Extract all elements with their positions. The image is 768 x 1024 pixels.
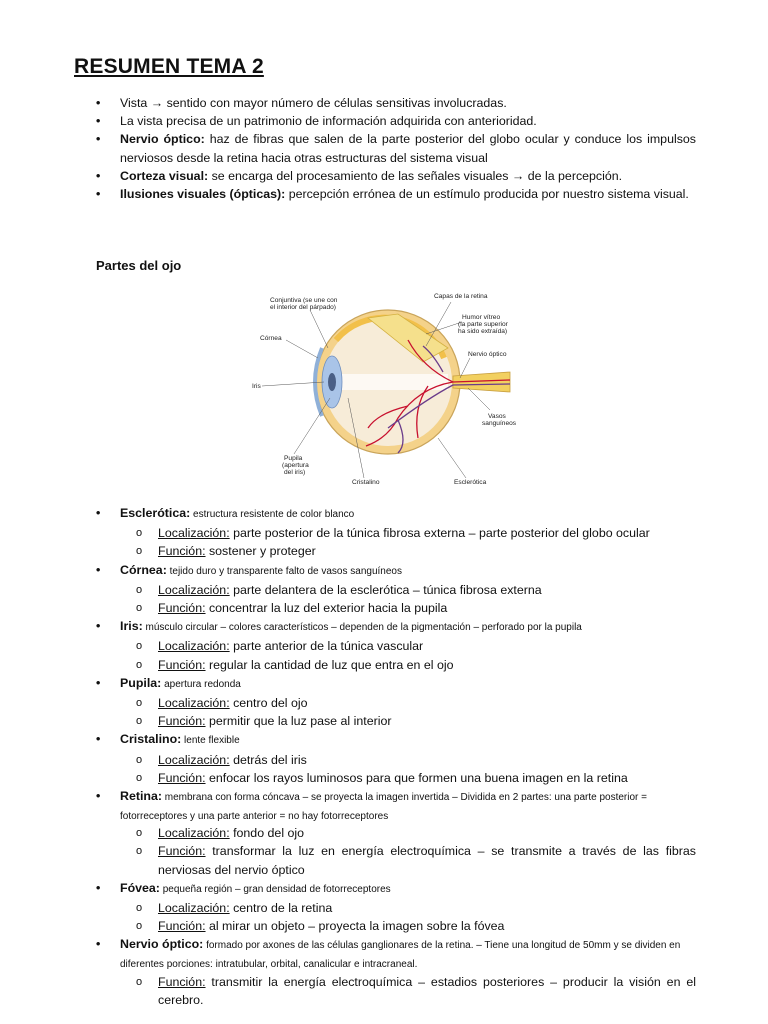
label-cristalino: Cristalino <box>352 479 380 486</box>
label-humor-vitreo: Humor vítreo <box>462 314 501 321</box>
intro-item: • Corteza visual: se encarga del procesamiento de las señales visuales → de la percepción. <box>96 168 623 183</box>
part-nervio-optico: • Nervio óptico: formado por axones de las células ganglionares de la retina. – Tiene una longitud de 50mm y se dividen en diferentes porciones: intratubular, orbital, canalicular e intracraneal. o Función: transmitir la energía electroquímica – estadios posteriores – producir la visión en el cerebro. <box>96 935 696 1009</box>
part-funcion: o Función: transformar la luz en energía electroquímica – se transmite a través de las fibras nerviosas del nervio óptico <box>136 844 696 877</box>
part-localizacion: o Localización: parte posterior de la túnica fibrosa externa – parte posterior del globo ocular <box>136 526 650 541</box>
label-cornea: Córnea <box>260 335 282 342</box>
part-localizacion: o Localización: detrás del iris <box>136 752 307 767</box>
label-conjuntiva: Conjuntiva (se une con <box>270 297 338 304</box>
part-localizacion: o Localización: parte anterior de la túnica vascular <box>136 639 424 654</box>
part-funcion: o Función: regular la cantidad de luz que entra en el ojo <box>136 657 454 672</box>
part-localizacion: o Localización: parte delantera de la esclerótica – túnica fibrosa externa <box>136 582 542 597</box>
part-localizacion: o Localización: centro de la retina <box>136 901 333 916</box>
label-pupila-3: del iris) <box>284 469 306 476</box>
part-funcion: o Función: enfocar los rayos luminosos para que formen una buena imagen en la retina <box>136 770 628 785</box>
part-iris: • Iris: músculo circular – colores característicos – dependen de la pigmentación – perforado por la pupila o Localización: parte anterior de la túnica vascular o Función: regular la cantidad de luz que entra en el ojo <box>96 617 696 674</box>
label-pupila: Pupila <box>284 455 303 462</box>
part-funcion: o Función: sostener y proteger <box>136 544 316 559</box>
part-cornea: • Córnea: tejido duro y transparente falto de vasos sanguíneos o Localización: parte delantera de la esclerótica – túnica fibrosa externa o Función: concentrar la luz del exterior hacia la pupila <box>96 561 696 618</box>
intro-list <box>96 94 696 203</box>
part-funcion: o Función: transmitir la energía electroquímica – estadios posteriores – producir la visión en el cerebro. <box>136 974 696 1007</box>
label-nervio-optico: Nervio óptico <box>468 351 507 358</box>
part-esclerotica: • Esclerótica: estructura resistente de color blanco o Localización: parte posterior de la túnica fibrosa externa – parte posterior del globo ocular o Función: sostener y proteger <box>96 504 696 561</box>
part-funcion: o Función: al mirar un objeto – proyecta la imagen sobre la fóvea <box>136 919 505 934</box>
label-vasos: Vasos <box>488 413 506 420</box>
label-capas-retina: Capas de la retina <box>434 293 488 300</box>
parts-list <box>96 504 696 1009</box>
part-funcion: o Función: concentrar la luz del exterior hacia la pupila <box>136 601 448 616</box>
intro-item: • Nervio óptico: haz de fibras que salen de la parte posterior del globo ocular y conduce los impulsos nerviosos desde la retina hacia otras estructuras del sistema visual <box>96 132 696 165</box>
part-localizacion: o Localización: fondo del ojo <box>136 826 305 841</box>
label-iris: Iris <box>252 383 261 390</box>
part-pupila: • Pupila: apertura redonda o Localización: centro del ojo o Función: permitir que la luz pase al interior <box>96 674 696 731</box>
label-conjuntiva-2: el interior del párpado) <box>270 304 336 311</box>
label-esclerotica: Esclerótica <box>454 479 487 486</box>
label-vasos-2: sanguíneos <box>482 420 517 427</box>
label-humor-vitreo-3: ha sido extraída) <box>458 328 508 335</box>
label-pupila-2: (apertura <box>282 462 309 469</box>
eye-diagram <box>248 288 524 492</box>
label-humor-vitreo-2: (la parte superior <box>458 321 508 328</box>
part-funcion: o Función: permitir que la luz pase al interior <box>136 714 392 729</box>
part-cristalino: • Cristalino: lente flexible o Localización: detrás del iris o Función: enfocar los rayos luminosos para que formen una buena imagen en la retina <box>96 730 696 787</box>
page-title: RESUMEN TEMA 2 <box>74 55 264 78</box>
part-fovea: • Fóvea: pequeña región – gran densidad de fotorreceptores o Localización: centro de la retina o Función: al mirar un objeto – proyecta la imagen sobre la fóvea <box>96 879 696 936</box>
intro-item: • La vista precisa de un patrimonio de información adquirida con anterioridad. <box>96 114 537 129</box>
part-retina: • Retina: membrana con forma cóncava – se proyecta la imagen invertida – Dividida en 2 partes: una parte posterior = fotorreceptores y una parte anterior = no hay fotorreceptores o Localización: fondo del ojo o Función: transformar la luz en energía electroquímica – se transmite a través de las fibras nerviosas del nervio óptico <box>96 787 696 879</box>
part-localizacion: o Localización: centro del ojo <box>136 696 308 711</box>
section-title: Partes del ojo <box>96 258 182 273</box>
intro-item: • Ilusiones visuales (ópticas): percepción errónea de un estímulo producida por nuestro sistema visual. <box>96 187 689 202</box>
intro-item: • Vista → sentido con mayor número de células sensitivas involucradas. <box>96 96 507 110</box>
